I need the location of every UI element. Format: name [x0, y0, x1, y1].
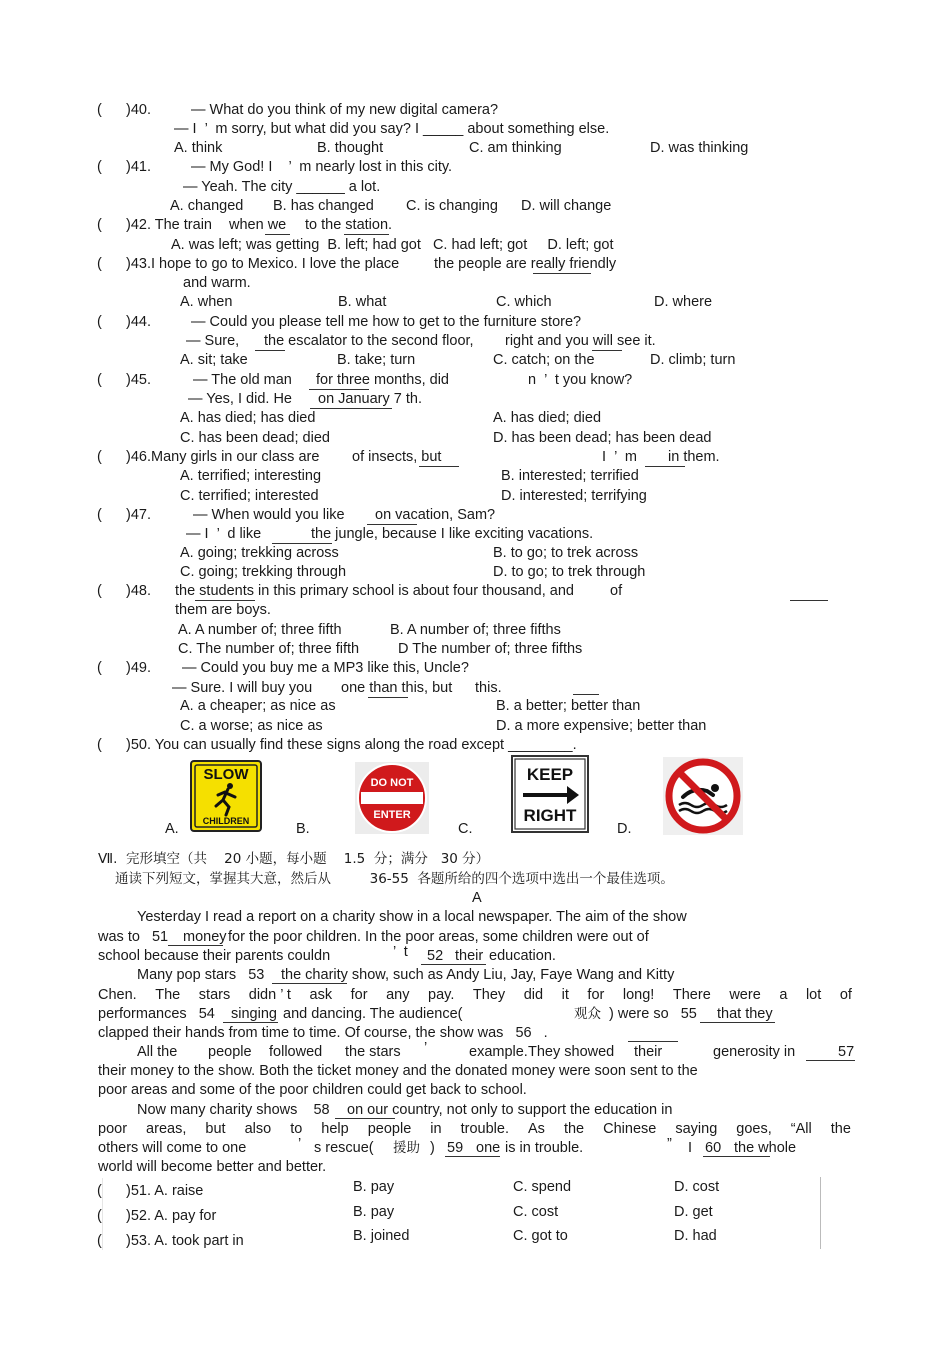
q45-option-c: C. has been dead; died [180, 430, 330, 446]
blank-line [703, 1156, 770, 1157]
q49-line2a: — Sure. I will buy you [172, 680, 313, 696]
passage-line4b: the charity show, such as Andy Liu, Jay, Faye Wang and Kitty [281, 967, 675, 983]
passage-line11b: on our country, not only to support the education in [347, 1102, 673, 1118]
q40-option-a: A. think [174, 140, 223, 156]
answer-row-52: ( )52. A. pay for [97, 1208, 217, 1224]
blank-line [344, 234, 389, 235]
passage-word: long! [622, 987, 655, 1003]
passage-line8f: example. [469, 1044, 528, 1060]
passage-line3b: ’ t [393, 944, 408, 960]
blank-line [265, 234, 290, 235]
q48-option-d: D The number of; three fifths [398, 641, 583, 657]
passage-word: to [290, 1121, 303, 1137]
passage-word: ask [309, 987, 333, 1003]
q42-options: A. was left; was getting B. left; had got C. had left; got D. left; got [171, 237, 614, 253]
q43-option-c: C. which [496, 294, 552, 310]
blank-line [628, 1041, 678, 1042]
passage-line13j: I [688, 1140, 693, 1156]
q40-number: ( )40. [97, 102, 151, 118]
q47-option-d: D. to go; to trek through [493, 564, 646, 580]
q44-line2a: — Sure, [186, 333, 240, 349]
q45-line2a: — Yes, I did. He [188, 391, 292, 407]
passage-line3e: education. [489, 948, 556, 964]
blank-line [310, 408, 392, 409]
blank-line [335, 1118, 395, 1119]
q47-part1: — When would you like [193, 507, 345, 523]
answer-51-d: D. cost [674, 1179, 720, 1195]
passage-line8j: 57 [838, 1044, 855, 1060]
q49-prompt: — Could you buy me a MP3 like this, Uncle? [182, 660, 469, 676]
q47-part2: on vacation, Sam? [375, 507, 496, 523]
passage-word: goes, [736, 1121, 772, 1137]
blank-line [368, 697, 408, 698]
passage-line3a: school because their parents couldn [98, 948, 331, 964]
q44-option-b: B. take; turn [337, 352, 416, 368]
passage-word: for [350, 987, 368, 1003]
q46-number: ( )46.Many girls in our class are [97, 449, 320, 465]
q47-number: ( )47. [97, 507, 151, 523]
passage-word: did [523, 987, 544, 1003]
q49-option-b: B. a better; better than [496, 698, 641, 714]
passage-line6c: and dancing. The audience( [283, 1006, 463, 1022]
q48-part2: of [610, 583, 623, 599]
blank-line [272, 983, 347, 984]
blank-line [272, 543, 332, 544]
passage-word: stars [198, 987, 231, 1003]
passage-line6b: singing [231, 1006, 277, 1022]
answer-row-51: ( )51. A. raise [97, 1183, 204, 1199]
q45-part2: for three months, did [316, 372, 449, 388]
q40-option-d: D. was thinking [650, 140, 749, 156]
do-not-enter-sign-image [355, 762, 429, 834]
blank-line [419, 466, 459, 467]
q46-option-b: B. interested; terrified [501, 468, 639, 484]
blank-line [700, 1022, 775, 1023]
passage-word: Chen. [98, 987, 137, 1003]
passage-word: for [587, 987, 605, 1003]
q46-option-c: C. terrified; interested [180, 488, 319, 504]
passage-line13b: ’ [298, 1136, 302, 1152]
passage-line13l: the whole [734, 1140, 797, 1156]
q48-option-b: B. A number of; three fifths [390, 622, 561, 638]
answer-53-b: B. joined [353, 1228, 410, 1244]
passage-word: also [244, 1121, 272, 1137]
blank-line [645, 466, 685, 467]
q47-line2b: the jungle, because I like exciting vacations. [311, 526, 594, 542]
passage-word: it [561, 987, 569, 1003]
q46-part3: I ’ m [602, 449, 637, 465]
q40-prompt: — What do you think of my new digital camera? [191, 102, 499, 118]
passage-line4a: Many pop stars 53 [137, 967, 265, 983]
passage-line8b: people [208, 1044, 252, 1060]
q48-option-a: A. A number of; three fifth [178, 622, 342, 638]
q46-part2: of insects, but [352, 449, 442, 465]
passage-line6a: performances 54 [98, 1006, 215, 1022]
passage-line8i: generosity in [713, 1044, 796, 1060]
passage-word: “All [790, 1121, 812, 1137]
blank-line [223, 1022, 278, 1023]
q44-line2c: right and you will see it. [505, 333, 656, 349]
passage-line6d: 观众 [574, 1006, 601, 1022]
passage-word: any [386, 987, 410, 1003]
passage-line5 [98, 987, 852, 1004]
q49-option-c: C. a worse; as nice as [180, 718, 323, 734]
passage-word: the [563, 1121, 585, 1137]
passage-word: pay. [428, 987, 455, 1003]
blank-line [309, 389, 369, 390]
q40-option-c: C. am thinking [469, 140, 562, 156]
q43-part2: the people are really friendly [434, 256, 617, 272]
passage-word: but [205, 1121, 226, 1137]
passage-line8e: ’ [424, 1040, 428, 1056]
sign-a-bottom-text: CHILDREN [202, 816, 250, 826]
q50-number: ( )50. You can usually find these signs along the road except ________. [97, 737, 577, 753]
passage-line8d: the stars [345, 1044, 401, 1060]
passage-line13h: is in trouble. [505, 1140, 584, 1156]
passage-line6f: that they [717, 1006, 773, 1022]
blank-line [573, 694, 599, 695]
q47-line2a: — I ’ d like [186, 526, 262, 542]
q41-line2: — Yeah. The city ______ a lot. [183, 179, 381, 195]
passage-word: people [367, 1121, 412, 1137]
q44-line2b: the escalator to the second floor, [264, 333, 474, 349]
q44-prompt: — Could you please tell me how to get to the furniture store? [191, 314, 582, 330]
answer-52-b: B. pay [353, 1204, 395, 1220]
passage-word: were [729, 987, 761, 1003]
sign-c-bottom-text: RIGHT [523, 806, 577, 825]
blank-line [806, 1060, 855, 1061]
q43-line2: and warm. [183, 275, 251, 291]
passage-line1: Yesterday I read a report on a charity show in a local newspaper. The aim of the show [137, 909, 687, 925]
passage-word: As [528, 1121, 545, 1137]
passage-word: in [430, 1121, 442, 1137]
table-border [820, 1177, 821, 1249]
q49-line2b: one than this, but [341, 680, 453, 696]
q45-part3: n ’ t you know? [528, 372, 633, 388]
q44-number: ( )44. [97, 314, 151, 330]
passage-word: the [830, 1121, 851, 1137]
answer-53-d: D. had [674, 1228, 717, 1244]
q41-prompt: — My God! I ’ m nearly lost in this city. [191, 159, 453, 175]
passage-word: help [321, 1121, 349, 1137]
blank-line [195, 600, 255, 601]
q48-option-c: C. The number of; three fifth [178, 641, 360, 657]
blank-line [592, 350, 622, 351]
passage-word: a [779, 987, 788, 1003]
passage-word: The [155, 987, 181, 1003]
passage-line3d: their [455, 948, 484, 964]
blank-line [445, 1156, 500, 1157]
passage-line7: clapped their hands from time to time. Of course, the show was 56 . [98, 1025, 548, 1041]
sign-a-top-text: SLOW [203, 766, 249, 783]
q48-part1: the students in this primary school is about four thousand, and [175, 583, 574, 599]
no-swimming-sign-image [663, 757, 743, 835]
passage-line2a: was to 51 [98, 929, 169, 945]
answer-row-53: ( )53. A. took part in [97, 1233, 244, 1249]
q47-option-b: B. to go; to trek across [493, 545, 639, 561]
q45-option-a: A. has died; has died [180, 410, 316, 426]
passage-line13f: 59 [447, 1140, 464, 1156]
q43-option-b: B. what [338, 294, 387, 310]
q49-option-d: D. a more expensive; better than [496, 718, 707, 734]
q46-part4: in them. [668, 449, 720, 465]
passage-word: didn ’ t [248, 987, 291, 1003]
q40-line2: — I ’ m sorry, but what did you say? I _____ about something else. [174, 121, 610, 137]
passage-word: trouble. [460, 1121, 509, 1137]
q45-line2b: on January 7 th. [318, 391, 422, 407]
passage-word: They [472, 987, 506, 1003]
q49-option-a: A. a cheaper; as nice as [180, 698, 336, 714]
q45-part1: — The old man [193, 372, 292, 388]
passage-line13a: others will come to one [98, 1140, 247, 1156]
passage-line10: poor areas and some of the poor children could get back to school. [98, 1082, 527, 1098]
q50-option-b: B. [296, 821, 310, 837]
q45-option-b: A. has died; died [493, 410, 602, 426]
blank-line [533, 273, 591, 274]
passage-line13k: 60 [705, 1140, 722, 1156]
keep-right-sign-image [511, 755, 589, 833]
q44-option-a: A. sit; take [180, 352, 248, 368]
q47-option-c: C. going; trekking through [180, 564, 347, 580]
q43-option-a: A. when [180, 294, 233, 310]
answer-52-c: C. cost [513, 1204, 559, 1220]
passage-word: poor [98, 1121, 128, 1137]
q45-option-d: D. has been dead; has been dead [493, 430, 712, 446]
passage-label: A [472, 890, 482, 906]
q41-number: ( )41. [97, 159, 151, 175]
passage-word: There [672, 987, 711, 1003]
slow-children-sign-image [190, 760, 262, 832]
passage-line6e: ) were so 55 [609, 1006, 697, 1022]
passage-line8a: All the [137, 1044, 178, 1060]
blank-line [421, 964, 486, 965]
q48-line2: them are boys. [175, 602, 271, 618]
sign-b-top-text: DO NOT [370, 777, 414, 789]
passage-word: areas, [146, 1121, 187, 1137]
answer-52-d: D. get [674, 1204, 713, 1220]
sign-b-bottom-text: ENTER [373, 809, 411, 821]
q42-part2: when we [229, 217, 287, 233]
q50-option-c: C. [458, 821, 473, 837]
passage-line14: world will become better and better. [98, 1159, 327, 1175]
q41-option-a: A. changed [170, 198, 244, 214]
blank-line [255, 350, 285, 351]
q41-option-d: D. will change [521, 198, 612, 214]
passage-line2c: for the poor children. In the poor areas, some children were out of [228, 929, 649, 945]
q44-option-d: D. climb; turn [650, 352, 736, 368]
q40-option-b: B. thought [317, 140, 384, 156]
section7-title: Ⅶ. 完形填空（共 20 小题，每小题 1.5 分；满分 30 分） [98, 851, 490, 867]
q49-number: ( )49. [97, 660, 151, 676]
passage-line13i: ” [667, 1136, 672, 1152]
q43-number: ( )43.I hope to go to Mexico. I love the place [97, 256, 400, 272]
passage-line2b: money [183, 929, 227, 945]
q41-option-b: B. has changed [273, 198, 374, 214]
q47-option-a: A. going; trekking across [180, 545, 339, 561]
q45-number: ( )45. [97, 372, 151, 388]
q49-line2c: this. [475, 680, 502, 696]
sign-c-top-text: KEEP [526, 765, 574, 784]
blank-line [367, 524, 417, 525]
passage-word: of [839, 987, 852, 1003]
passage-line8h: their [634, 1044, 663, 1060]
passage-line13e: ) [430, 1140, 435, 1156]
q44-option-c: C. catch; on the [493, 352, 595, 368]
q42-part3: to the station. [305, 217, 393, 233]
q46-option-d: D. interested; terrifying [501, 488, 647, 504]
passage-line8g: They showed [528, 1044, 615, 1060]
passage-word: saying [675, 1121, 718, 1137]
blank-line [168, 945, 223, 946]
passage-line13g: one [476, 1140, 501, 1156]
q42-number: ( )42. The train [97, 217, 212, 233]
q48-number: ( )48. [97, 583, 151, 599]
q46-option-a: A. terrified; interesting [180, 468, 322, 484]
section7-instructions: 通读下列短文，掌握其大意，然后从 36-55 各题所给的四个选项中选出一个最佳选项。 [115, 871, 674, 887]
q50-option-d: D. [617, 821, 632, 837]
passage-line8c: followed [269, 1044, 323, 1060]
q43-option-d: D. where [654, 294, 713, 310]
passage-word: lot [805, 987, 822, 1003]
passage-line3c: 52 [427, 948, 444, 964]
answer-53-c: C. got to [513, 1228, 568, 1244]
passage-line9: their money to the show. Both the ticket money and the donated money were soon sent to the [98, 1063, 698, 1079]
q50-option-a: A. [165, 821, 179, 837]
q41-option-c: C. is changing [406, 198, 498, 214]
passage-line13d: 援助 [393, 1140, 420, 1156]
passage-line12 [98, 1121, 851, 1138]
blank-line [790, 600, 828, 601]
passage-line11a: Now many charity shows 58 [137, 1102, 330, 1118]
passage-line13c: s rescue( [314, 1140, 374, 1156]
passage-word: Chinese [603, 1121, 657, 1137]
answer-51-b: B. pay [353, 1179, 395, 1195]
answer-51-c: C. spend [513, 1179, 572, 1195]
